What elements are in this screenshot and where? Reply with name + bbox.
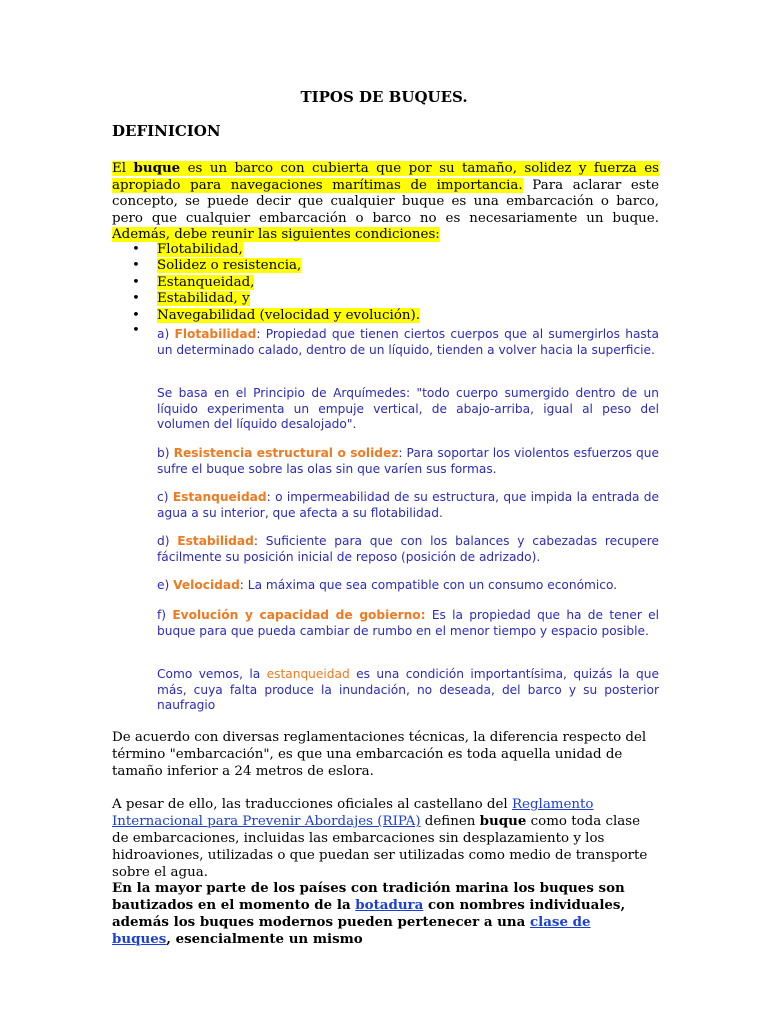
detail-e: e) Velocidad: La máxima que sea compatible con un consumo económico. — [157, 578, 618, 592]
bullet-mark: • — [132, 323, 140, 338]
paragraph-acuerdo: De acuerdo con diversas reglamentaciones técnicas, la diferencia respecto del término "embarcación", es que una embarcación es toda aquella unidad de tamaño inferior a 24 metros de eslora. — [112, 730, 647, 779]
ripa-link[interactable]: Reglamento Internacional para Prevenir Abordajes (RIPA) — [112, 797, 594, 829]
document-title: TIPOS DE BUQUES. — [300, 88, 468, 106]
detail-c: c) Estanqueidad: o impermeabilidad de su estructura, que impida la entrada de agua a su interior, que afecta a su flotabilidad. — [157, 490, 660, 520]
intro-highlight-2: Además, debe reunir las siguientes condiciones: — [112, 227, 440, 243]
conditions-list — [112, 242, 420, 324]
intro-highlight-1: El buque es un barco con cubierta que por su tamaño, solidez y fuerza es apropiado para navegaciones marítimas de importancia. — [112, 160, 659, 193]
intro-paragraph — [112, 160, 659, 244]
botadura-link[interactable]: botadura — [355, 897, 424, 913]
list-item: • Flotabilidad, — [132, 242, 243, 257]
section-heading: DEFINICION — [112, 122, 221, 140]
detail-a: a) Flotabilidad: Propiedad que tienen ciertos cuerpos que al sumergirlos hasta un determinado calado, dentro de un líquido, tienden a volver hacia la superficie. — [157, 327, 660, 357]
paragraph-ripa: A pesar de ello, las traducciones oficiales al castellano del Reglamento Internacional para Prevenir Abordajes (RIPA) definen buque como toda clase de embarcaciones, incluidas las embarcaciones sin desplazamiento y los hidroaviones, utilizadas o que puedan ser utilizadas como medio de transporte sobre el agua. — [112, 797, 648, 880]
detail-d: d) Estabilidad: Suficiente para que con los balances y cabezadas recupere fácilmente su posición inicial de reposo (posición de adrizado). — [157, 534, 660, 564]
detail-summary: Como vemos, la estanqueidad es una condición importantísima, quizás la que más, cuya falta produce la inundación, no deseada, del barco y su posterior naufragio — [157, 667, 659, 713]
list-item: • Solidez o resistencia, — [132, 258, 302, 274]
intro-text: Para aclarar este concepto, se puede decir que cualquier buque es una embarcación o barco, pero que cualquier embarcación o barco no es necesariamente un buque. — [112, 177, 659, 226]
detail-archimedes: Se basa en el Principio de Arquímedes: "todo cuerpo sumergido dentro de un líquido experimenta un empuje vertical, de abajo-arriba, igual al peso del volumen del líquido desalojado". — [157, 386, 659, 432]
list-item: • Navegabilidad (velocidad y evolución). — [132, 307, 421, 323]
list-item: • Estabilidad, y — [132, 291, 250, 307]
clase-de-buques-link[interactable]: clase de buques — [112, 914, 591, 947]
detail-f: f) Evolución y capacidad de gobierno: Es la propiedad que ha de tener el buque para que pueda cambiar de rumbo en el menor tiempo y espacio posible. — [157, 608, 660, 638]
detail-b: b) Resistencia estructural o solidez: Para soportar los violentos esfuerzos que sufre el buque sobre las olas sin que varíen sus formas. — [157, 446, 660, 476]
list-item: • Estanqueidad, — [132, 274, 255, 290]
paragraph-bautizo: En la mayor parte de los países con tradición marina los buques son bautizados en el momento de la botadura con nombres individuales, además los buques modernos pueden pertenecer a una clase de buques, esencialmente un mismo — [112, 880, 626, 947]
